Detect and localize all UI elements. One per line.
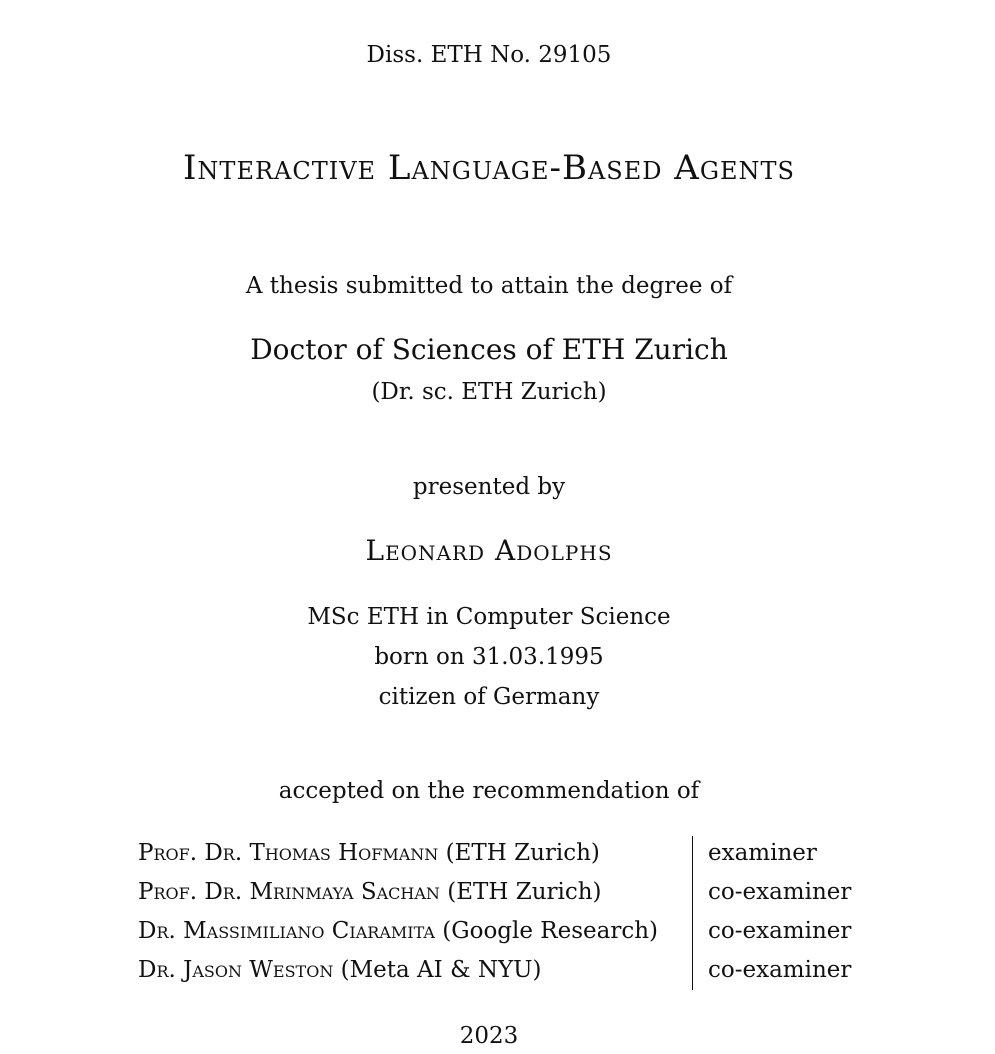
member-role: examiner <box>708 840 817 866</box>
member-name: Dr. Jason Weston <box>138 957 334 983</box>
member-role: co-examiner <box>708 957 852 983</box>
member-name: Dr. Massimiliano Ciaramita <box>138 918 435 944</box>
committee-row <box>138 875 858 914</box>
degree-name: Doctor of Sciences of ETH Zurich <box>250 333 728 366</box>
year: 2023 <box>459 1023 519 1049</box>
member-affiliation: (Google Research) <box>442 918 659 944</box>
accepted-statement: accepted on the recommendation of <box>278 778 700 804</box>
member-affiliation: (ETH Zurich) <box>447 879 602 905</box>
committee-row <box>138 953 858 992</box>
author-name: Leonard Adolphs <box>365 534 613 567</box>
committee-member <box>138 957 542 983</box>
author-birthdate: born on 31.03.1995 <box>374 644 604 670</box>
submitted-statement: A thesis submitted to attain the degree of <box>245 273 733 299</box>
degree-abbreviation: (Dr. sc. ETH Zurich) <box>371 379 607 405</box>
thesis-title: Interactive Language-Based Agents <box>183 148 795 188</box>
committee-member <box>138 879 602 905</box>
member-role: co-examiner <box>708 879 852 905</box>
author-citizenship: citizen of Germany <box>378 684 600 710</box>
committee-member <box>138 840 600 866</box>
member-role: co-examiner <box>708 918 852 944</box>
dissertation-number: Diss. ETH No. 29105 <box>366 42 612 68</box>
member-name: Prof. Dr. Mrinmaya Sachan <box>138 879 440 905</box>
committee-member <box>138 918 658 944</box>
committee-table <box>138 836 858 992</box>
committee-row <box>138 836 858 875</box>
author-degree: MSc ETH in Computer Science <box>307 604 671 630</box>
committee-row <box>138 914 858 953</box>
member-affiliation: (Meta AI & NYU) <box>340 957 542 983</box>
member-affiliation: (ETH Zurich) <box>445 840 600 866</box>
member-name: Prof. Dr. Thomas Hofmann <box>138 840 439 866</box>
presented-by-label: presented by <box>412 474 566 500</box>
